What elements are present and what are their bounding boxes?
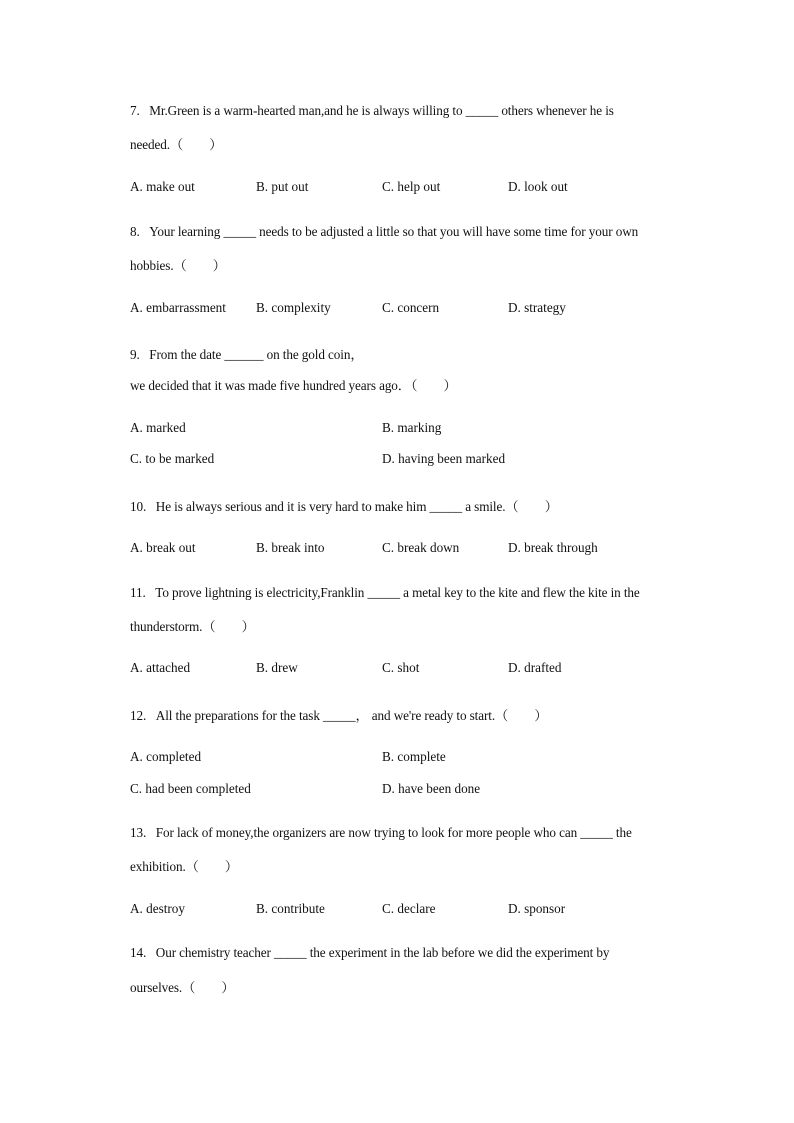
question-8-option-a: A. embarrassment: [130, 300, 226, 315]
question-11-option-d: D. drafted: [508, 660, 562, 675]
question-9-option-c: C. to be marked: [130, 451, 215, 466]
question-10-stem-line-1: 10. He is always serious and it is very hard to make him _____ a smile.（ ）: [130, 499, 558, 514]
question-9-option-a: A. marked: [130, 420, 186, 435]
question-12-stem-line-1: 12. All the preparations for the task _____， and we're ready to start.（ ）: [130, 708, 548, 723]
question-10-option-b: B. break into: [256, 540, 325, 555]
question-9-option-d: D. having been marked: [382, 451, 506, 466]
question-10-option-a: A. break out: [130, 540, 196, 555]
question-12-option-d: D. have been done: [382, 781, 481, 796]
question-7-option-a: A. make out: [130, 179, 195, 194]
question-8-stem-line-2: hobbies.（ ）: [130, 258, 226, 273]
question-13-stem-line-2: exhibition.（ ）: [130, 859, 239, 874]
question-11-option-b: B. drew: [256, 660, 298, 675]
question-11-stem-line-1: 11. To prove lightning is electricity,Franklin _____ a metal key to the kite and flew the kite in the: [130, 585, 640, 600]
question-8-option-c: C. concern: [382, 300, 440, 315]
question-11-option-c: C. shot: [382, 660, 420, 675]
question-13-option-d: D. sponsor: [508, 901, 566, 916]
question-7-option-b: B. put out: [256, 179, 309, 194]
question-14-stem-line-2: ourselves.（ ）: [130, 980, 235, 995]
question-12-option-c: C. had been completed: [130, 781, 251, 796]
question-9-option-b: B. marking: [382, 420, 442, 435]
question-8-stem-line-1: 8. Your learning _____ needs to be adjusted a little so that you will have some time for your own: [130, 224, 639, 239]
question-12-option-a: A. completed: [130, 749, 202, 764]
question-13-option-b: B. contribute: [256, 901, 325, 916]
question-14-stem-line-1: 14. Our chemistry teacher _____ the experiment in the lab before we did the experiment by: [130, 945, 610, 960]
question-9-stem-line-2: we decided that it was made five hundred years ago．（ ）: [130, 378, 457, 393]
question-13-option-c: C. declare: [382, 901, 436, 916]
question-10-option-c: C. break down: [382, 540, 460, 555]
question-9-stem-line-1: 9. From the date ______ on the gold coin，: [130, 347, 364, 362]
question-8-option-b: B. complexity: [256, 300, 331, 315]
question-7-option-d: D. look out: [508, 179, 568, 194]
question-7-stem-line-1: 7. Mr.Green is a warm-hearted man,and he is always willing to _____ others whenever he is: [130, 103, 614, 118]
question-13-stem-line-1: 13. For lack of money,the organizers are now trying to look for more people who can _____ the: [130, 825, 632, 840]
question-8-option-d: D. strategy: [508, 300, 566, 315]
question-10-option-d: D. break through: [508, 540, 598, 555]
question-11-stem-line-2: thunderstorm.（ ）: [130, 619, 255, 634]
question-11-option-a: A. attached: [130, 660, 191, 675]
question-7-option-c: C. help out: [382, 179, 441, 194]
question-13-option-a: A. destroy: [130, 901, 185, 916]
question-7-stem-line-2: needed.（ ）: [130, 137, 223, 152]
question-12-option-b: B. complete: [382, 749, 446, 764]
